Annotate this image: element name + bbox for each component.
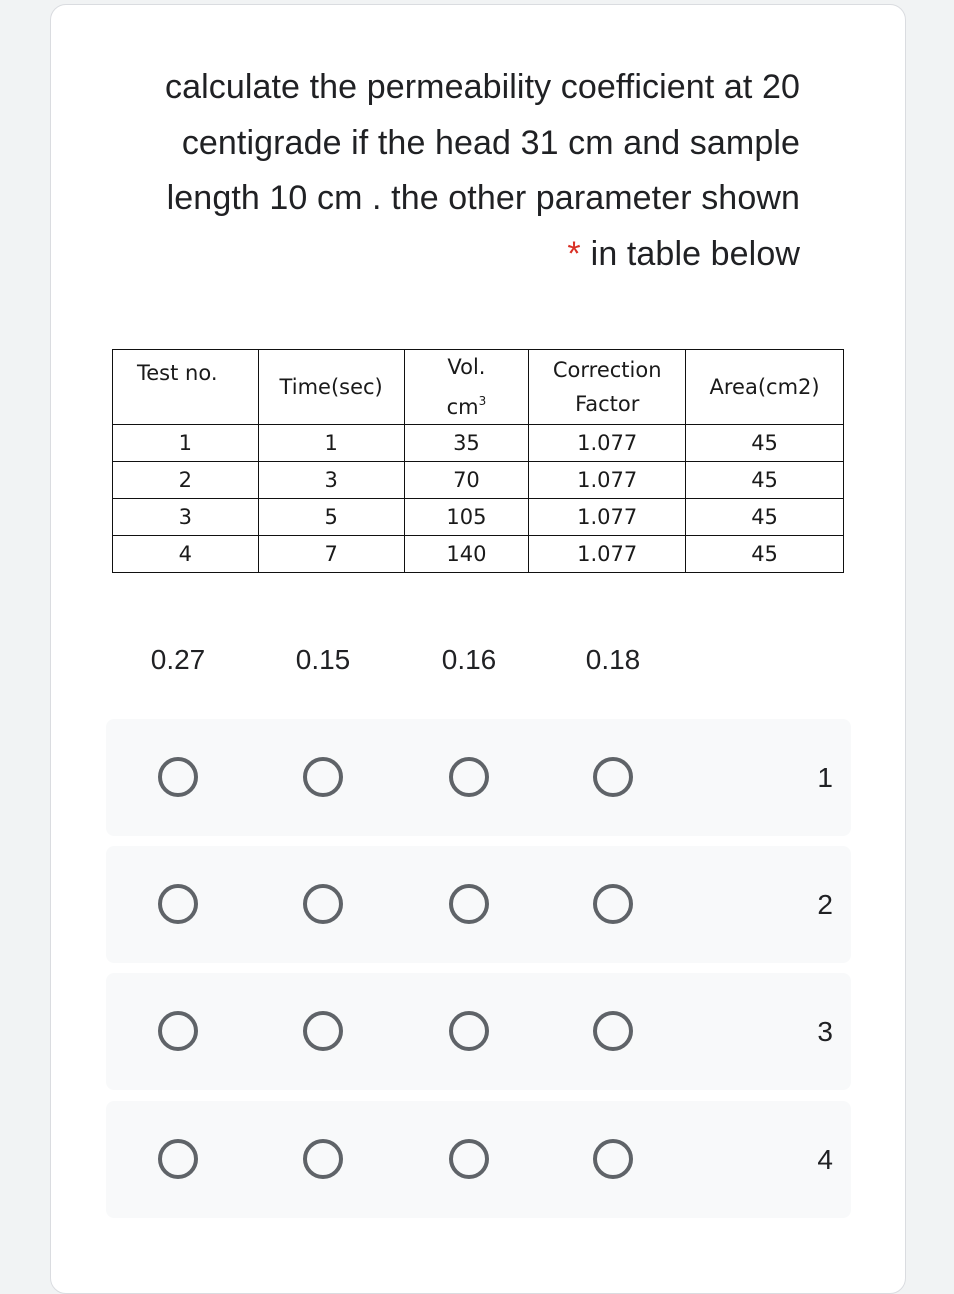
question-line-3: length 10 cm . the other parameter shown	[166, 179, 800, 217]
question-line-1: calculate the permeability coefficient at 20	[164, 68, 800, 106]
table-row	[113, 499, 844, 536]
radio-button[interactable]	[449, 884, 489, 924]
grid-column-headers	[0, 640, 954, 680]
parameter-table	[112, 349, 844, 573]
table-cell: 1	[113, 425, 259, 462]
table-row	[113, 536, 844, 573]
table-cell: 5	[258, 499, 404, 536]
grid-row-label: 1	[817, 762, 833, 793]
radio-button[interactable]	[593, 1011, 633, 1051]
table-cell: 45	[686, 425, 844, 462]
header-area: Area(cm2)	[686, 350, 844, 425]
header-correction-factor	[529, 350, 686, 425]
radio-button[interactable]	[158, 757, 198, 797]
header-volume	[404, 350, 529, 425]
header-correction-line1: Correction	[552, 358, 662, 382]
table-cell: 7	[258, 536, 404, 573]
grid-column-label: 0.15	[295, 644, 351, 675]
grid-row-label: 3	[817, 1016, 833, 1047]
header-volume-label: Vol.	[447, 355, 486, 379]
radio-button[interactable]	[303, 884, 343, 924]
question-last-line: in table below	[590, 234, 800, 273]
table-cell: 1.077	[529, 499, 686, 536]
radio-button[interactable]	[158, 1011, 198, 1051]
radio-button[interactable]	[449, 757, 489, 797]
table-header-row	[113, 350, 844, 425]
table-cell: 1.077	[529, 425, 686, 462]
table-cell: 45	[686, 462, 844, 499]
table-cell: 70	[404, 462, 529, 499]
table-cell: 45	[686, 499, 844, 536]
grid-column-label: 0.27	[150, 644, 206, 675]
question-title	[80, 60, 800, 282]
table-cell: 4	[113, 536, 259, 573]
radio-button[interactable]	[303, 757, 343, 797]
grid-row-label: 4	[817, 1144, 833, 1175]
grid-column-label: 0.18	[585, 644, 641, 675]
volume-unit-exponent: 3	[478, 394, 487, 408]
header-correction-line2: Factor	[575, 392, 640, 416]
table-cell: 2	[113, 462, 259, 499]
table-cell: 1	[258, 425, 404, 462]
radio-button[interactable]	[303, 1011, 343, 1051]
question-line-4	[80, 227, 800, 283]
table-cell: 45	[686, 536, 844, 573]
grid-row-1	[106, 719, 851, 836]
grid-row-2	[106, 846, 851, 963]
radio-button[interactable]	[449, 1139, 489, 1179]
radio-button[interactable]	[303, 1139, 343, 1179]
grid-column-label: 0.16	[441, 644, 497, 675]
radio-button[interactable]	[449, 1011, 489, 1051]
radio-button[interactable]	[593, 757, 633, 797]
header-volume-unit: $cm^3$	[446, 394, 487, 419]
question-line-2: centigrade if the head 31 cm and sample	[181, 123, 800, 162]
radio-button[interactable]	[158, 1139, 198, 1179]
table-row	[113, 425, 844, 462]
table-cell: 1.077	[529, 536, 686, 573]
radio-button[interactable]	[593, 884, 633, 924]
table-cell: 1.077	[529, 462, 686, 499]
header-time: Time(sec)	[258, 350, 404, 425]
table-row	[113, 462, 844, 499]
table-cell: 35	[404, 425, 529, 462]
table-cell: 140	[404, 536, 529, 573]
grid-row-4	[106, 1101, 851, 1218]
grid-row-3	[106, 973, 851, 1090]
radio-button[interactable]	[158, 884, 198, 924]
header-test-no: Test no.	[113, 350, 259, 425]
table-cell: 3	[258, 462, 404, 499]
table-cell: 105	[404, 499, 529, 536]
grid-row-label: 2	[817, 889, 833, 920]
radio-button[interactable]	[593, 1139, 633, 1179]
table-cell: 3	[113, 499, 259, 536]
required-asterisk: *	[567, 234, 581, 273]
